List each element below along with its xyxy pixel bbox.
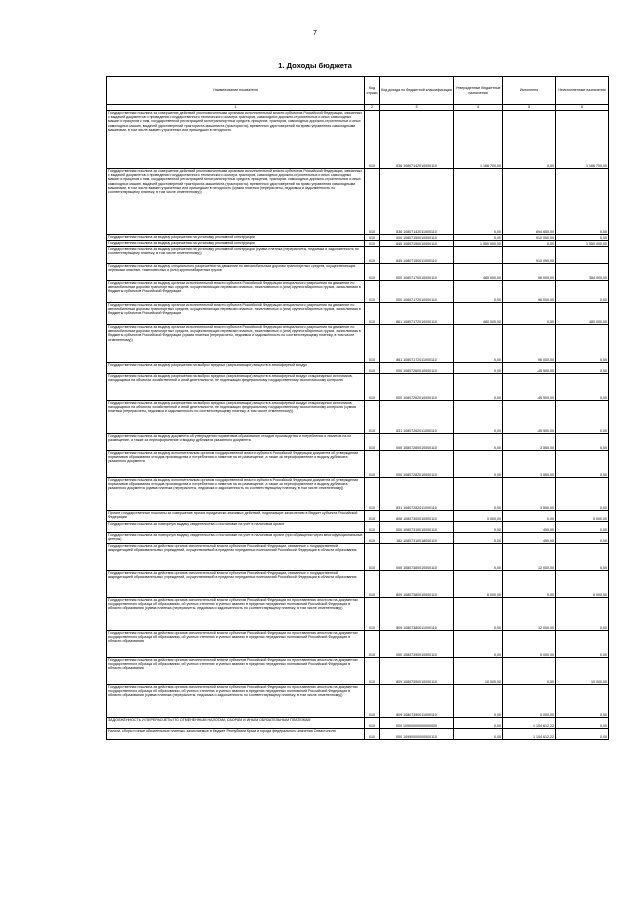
- row-executed-value: 3 550,00: [503, 478, 556, 511]
- row-approved-value: 6 000,00: [454, 571, 503, 598]
- row-approved-value: 0,00: [454, 544, 503, 571]
- table-row: [107, 631, 609, 658]
- row-line-code: 010: [365, 522, 380, 533]
- row-line-code: 010: [365, 363, 380, 374]
- section-title: 1. Доходы бюджета: [278, 61, 352, 70]
- row-budget-code: 000 10807390010000110: [380, 631, 454, 658]
- row-unexecuted-value: 0,00: [556, 235, 609, 241]
- row-unexecuted-value: 0,00: [556, 169, 609, 235]
- row-approved-value: 0,00: [454, 281, 503, 303]
- row-executed-value: 0,00: [503, 111, 556, 169]
- row-approved-value: 0,00: [454, 631, 503, 658]
- row-name-cell: Государственная пошлина за выдачу разрешения на выброс вредных (загрязняющих) веществ в атмосферный воздух стационарных источников, находящихся на объектах хозяйственной и иной деятельности, не подлежащих федеральному государственному экологическому контролю (сумма платежа (перерасчеты, недоимка и задолженность по соответствующему платежу, в том числе отмененному)): [107, 401, 365, 434]
- row-unexecuted-value: 0,00: [556, 598, 609, 631]
- row-budget-code: 809 10807390011000110: [380, 685, 454, 718]
- row-unexecuted-value: 5 000,00: [556, 511, 609, 522]
- row-unexecuted-value: 0,00: [556, 718, 609, 729]
- row-budget-code: 000 10807172010000110: [380, 281, 454, 303]
- row-executed-value: 12 000,00: [503, 598, 556, 631]
- row-approved-value: 1 550 000,00: [454, 241, 503, 247]
- row-name-cell: Государственная пошлина за выдачу органом исполнительной власти субъекта Российской Федерации специального разрешения на движение по автомобильным дорогам транспортных средств, осуществляющих перевозки опасных, тяжеловесных и (или) крупногабаритных грузов, зачисляемая в бюджеты субъектов Российской Федерации: [107, 281, 365, 303]
- row-name-cell: Государственная пошлина за повторную выдачу свидетельства о постановке на учет в налоговом органе: [107, 522, 365, 533]
- table-row: [107, 281, 609, 303]
- row-name-cell: Государственная пошлина за действия органов исполнительной власти субъектов Российской Федерации по проставлению апостиля на документах государственного образца об образовании, об ученых степенях и ученых званиях в пределах переданных полномочий Российской Федерации в области образования: [107, 658, 365, 685]
- row-line-code: 010: [365, 111, 380, 169]
- row-approved-value: [454, 247, 503, 264]
- row-executed-value: 0,00: [503, 241, 556, 247]
- row-name-cell: Государственная пошлина за выдачу разрешения на установку рекламной конструкции (сумма платежа (перерасчеты, недоимка и задолженность по соответствующему платежу, в том числе отмененному)): [107, 247, 365, 264]
- row-budget-code: 000 10807310010000110: [380, 522, 454, 533]
- row-unexecuted-value: [556, 247, 609, 264]
- header-approved: Утвержденные бюджетные назначения: [454, 77, 503, 105]
- table-row: [107, 658, 609, 685]
- row-unexecuted-value: 10 000,00: [556, 658, 609, 685]
- table-row: [107, 533, 609, 544]
- column-number: 2: [365, 105, 380, 111]
- row-approved-value: 0,00: [454, 451, 503, 478]
- row-approved-value: 0,00: [454, 363, 503, 374]
- table-row: [107, 685, 609, 718]
- table-row: [107, 264, 609, 281]
- row-name-cell: Государственная пошлина за действия органов исполнительной власти субъектов Российской Федерации по проставлению апостиля на документах государственного образца об образовании, об ученых степенях и ученых званиях в пределах переданных полномочий Российской Федерации в области образования: [107, 631, 365, 658]
- row-unexecuted-value: 0,00: [556, 544, 609, 571]
- row-budget-code: 809 10807390010000110: [380, 658, 454, 685]
- row-budget-code: 845 10807150011000110: [380, 247, 454, 264]
- row-unexecuted-value: 480 000,00: [556, 303, 609, 325]
- row-budget-code: 809 10807380011000110: [380, 598, 454, 631]
- row-name-cell: Налоги, сборы и иные обязательные платежи, зачисляемые в бюджет Республики Крым и города федерального значения Севастополя: [107, 729, 365, 740]
- row-line-code: 010: [365, 718, 380, 729]
- column-number: 6: [556, 105, 609, 111]
- row-name-cell: Государственная пошлина за выдачу исполнительным органом государственной власти субъекта Российской Федерации документа об утверждении нормативов образования отходов производства и потребления и лимитов на их размещение, а также за переоформление и выдачу дубликата указанного документа (сумма платежа (перерасчеты, недоимка и задолженность по соответствующему платежу, в том числе отмененному)): [107, 478, 365, 511]
- row-name-cell: Государственная пошлина за действия органов исполнительной власти субъектов Российской Федерации по проставлению апостиля на документах государственного образца об образовании, об ученых степенях и ученых званиях в пределах переданных полномочий Российской Федерации в области образования (сумма платежа (перерасчеты, недоимка и задолженность по соответствующему платежу, в том числе отмененному)): [107, 598, 365, 631]
- row-approved-value: 5 000,00: [454, 511, 503, 522]
- row-name-cell: Государственная пошлина за выдачу разрешения на установку рекламной конструкции: [107, 241, 365, 247]
- row-executed-value: 1 104 612,22: [503, 718, 556, 729]
- row-line-code: 010: [365, 478, 380, 511]
- row-name-cell: Государственная пошлина за выдачу органом исполнительной власти субъекта Российской Федерации специального разрешения на движение по автомобильным дорогам транспортных средств, осуществляющих перевозки опасных, тяжеловесных и (или) крупногабаритных грузов, зачисляемая в бюджеты субъектов Российской Федерации (сумма платежа (перерасчеты, недоимка и задолженность по соответствующему платежу, в том числе отмененному)): [107, 325, 365, 363]
- row-executed-value: -45 500,00: [503, 363, 556, 374]
- row-approved-value: 480 000,00: [454, 264, 503, 281]
- row-executed-value: 3 550,00: [503, 451, 556, 478]
- row-line-code: 010: [365, 451, 380, 478]
- row-budget-code: 861 10807172010000110: [380, 303, 454, 325]
- row-name-cell: Государственная пошлина за выдачу специального разрешения на движение по автомобильным дорогам транспортных средств, осуществляющих перевозки опасных, тяжеловесных и (или) крупногабаритных грузов: [107, 264, 365, 281]
- row-unexecuted-value: 0,00: [556, 325, 609, 363]
- header-name: Наименование показателя: [107, 77, 365, 105]
- row-executed-value: 96 000,00: [503, 281, 556, 303]
- table-row: [107, 303, 609, 325]
- row-line-code: 010: [365, 401, 380, 434]
- table-row: [107, 401, 609, 434]
- row-line-code: 010: [365, 631, 380, 658]
- row-executed-value: 450,00: [503, 533, 556, 544]
- row-name-cell: Государственная пошлина за повторную выдачу свидетельства о постановке на учет в налоговом органе (при обращении через многофункциональные центры): [107, 533, 365, 544]
- row-unexecuted-value: 1 550 000,00: [556, 241, 609, 247]
- row-approved-value: 0,00: [454, 533, 503, 544]
- budget-income-table: [106, 76, 609, 740]
- row-budget-code: 831 10807282011000110: [380, 478, 454, 511]
- row-executed-value: -45 500,00: [503, 401, 556, 434]
- row-unexecuted-value: 0,00: [556, 478, 609, 511]
- row-line-code: 010: [365, 374, 380, 401]
- header-row: [107, 77, 609, 105]
- row-line-code: 010: [365, 325, 380, 363]
- column-number: 1: [107, 105, 365, 111]
- row-name-cell: Государственная пошлина за выдачу разрешения на установку рекламной конструкции: [107, 235, 365, 241]
- column-number: 3: [380, 105, 454, 111]
- row-line-code: 010: [365, 434, 380, 451]
- row-budget-code: 182 10807310018000110: [380, 533, 454, 544]
- row-budget-code: 809 10807380010000110: [380, 571, 454, 598]
- row-unexecuted-value: 0,00: [556, 281, 609, 303]
- row-budget-code: 000 10807170010000110: [380, 264, 454, 281]
- table-row: [107, 729, 609, 740]
- row-budget-code: 808 10807300010000110: [380, 511, 454, 522]
- row-approved-value: 480 000,00: [454, 303, 503, 325]
- row-line-code: 010: [365, 571, 380, 598]
- row-name-cell: Государственная пошлина за выдачу органом исполнительной власти субъекта Российской Федерации специального разрешения на движение по автомобильным дорогам транспортных средств, осуществляющих перевозки опасных, тяжеловесных и (или) крупногабаритных грузов, зачисляемая в бюджеты субъектов Российской Федерации: [107, 303, 365, 325]
- row-budget-code: 836 10807142010000110: [380, 111, 454, 169]
- page-number: 7: [313, 30, 317, 37]
- header-unexecuted: Неисполненные назначения: [556, 77, 609, 105]
- row-approved-value: 0,00: [454, 401, 503, 434]
- row-executed-value: 910 050,00: [503, 235, 556, 241]
- row-name-cell: Государственная пошлина за выдачу исполнительным органом государственной власти субъекта Российской Федерации документа об утверждении нормативов образования отходов производства и потребления и лимитов на их размещение, а также за переоформление и выдачу дубликата указанного документа: [107, 451, 365, 478]
- row-unexecuted-value: 0,00: [556, 451, 609, 478]
- row-approved-value: 0,00: [454, 235, 503, 241]
- table-row: [107, 451, 609, 478]
- row-unexecuted-value: 0,00: [556, 729, 609, 740]
- column-number: 5: [503, 105, 556, 111]
- row-executed-value: 96 000,00: [503, 325, 556, 363]
- table-row: [107, 374, 609, 401]
- row-budget-code: 000 10900000000000000: [380, 718, 454, 729]
- row-budget-code: 000 10807280010000110: [380, 434, 454, 451]
- row-name-cell: Государственная пошлина за выдачу документа об утверждении нормативов образования отходов производства и потребления и лимитов на их размещение, а также за переоформление и выдачу дубликата указанного документа: [107, 434, 365, 451]
- row-name-cell: Государственная пошлина за совершение действий уполномоченными органами исполнительной власти субъектов Российской Федерации, связанных с выдачей документов о проведении государственного технического осмотра тракторов, самоходных дорожно-строительных и иных самоходных машин и прицепов к ним, государственной регистрацией мототранспортных средств, прицепов, тракторов, самоходных дорожно-строительных и иных самоходных машин, выдачей удостоверений тракториста-машиниста (тракториста), временных удостоверений на право управления самоходными машинами, в том числе взамен утраченных или пришедших в негодность: [107, 111, 365, 169]
- table-row: [107, 544, 609, 571]
- row-name-cell: Государственная пошлина за действия органов исполнительной власти субъектов Российской Федерации, связанные с государственной аккредитацией образовательных учреждений, осуществляемой в пределах переданных полномочий Российской Федерации в области образования: [107, 571, 365, 598]
- table-row: [107, 571, 609, 598]
- row-executed-value: 0,00: [503, 303, 556, 325]
- row-line-code: 010: [365, 169, 380, 235]
- table-row: [107, 111, 609, 169]
- row-executed-value: 96 000,00: [503, 264, 556, 281]
- row-line-code: 010: [365, 247, 380, 264]
- row-executed-value: 0,00: [503, 571, 556, 598]
- row-line-code: 010: [365, 241, 380, 247]
- table-row: [107, 718, 609, 729]
- row-budget-code: 000 10807380010000110: [380, 544, 454, 571]
- row-executed-value: 12 000,00: [503, 544, 556, 571]
- row-approved-value: 1 166 700,00: [454, 111, 503, 169]
- row-budget-code: 000 10807260010000110: [380, 363, 454, 374]
- table-row: [107, 169, 609, 235]
- row-executed-value: 1 104 612,22: [503, 729, 556, 740]
- row-unexecuted-value: 0,00: [556, 631, 609, 658]
- header-executed: Исполнено: [503, 77, 556, 105]
- row-approved-value: 0,00: [454, 478, 503, 511]
- table-row: [107, 325, 609, 363]
- row-unexecuted-value: 0,00: [556, 434, 609, 451]
- row-unexecuted-value: 0,00: [556, 685, 609, 718]
- row-executed-value: 0,00: [503, 511, 556, 522]
- row-approved-value: 0,00: [454, 325, 503, 363]
- row-budget-code: 000 10807282010000110: [380, 451, 454, 478]
- row-line-code: 010: [365, 685, 380, 718]
- row-budget-code: 831 10807262011000110: [380, 401, 454, 434]
- row-line-code: 010: [365, 281, 380, 303]
- row-approved-value: 0,00: [454, 169, 503, 235]
- row-unexecuted-value: 0,00: [556, 363, 609, 374]
- row-budget-code: 000 10990000000000110: [380, 729, 454, 740]
- table-row: [107, 247, 609, 264]
- row-executed-value: 694 650,00: [503, 169, 556, 235]
- row-budget-code: 836 10807142011000110: [380, 169, 454, 235]
- row-budget-code: 000 10807150010000110: [380, 235, 454, 241]
- row-name-cell: Государственная пошлина за действия органов исполнительной власти субъектов Российской Федерации, связанные с государственной аккредитацией образовательных учреждений, осуществляемой в пределах переданных полномочий Российской Федерации в области образования: [107, 544, 365, 571]
- row-executed-value: -45 500,00: [503, 374, 556, 401]
- row-name-cell: Государственная пошлина за совершение действий уполномоченными органами исполнительной власти субъектов Российской Федерации, связанных с выдачей документов о проведении государственного технического осмотра тракторов, самоходных дорожно-строительных и иных самоходных машин и прицепов к ним, государственной регистрацией мототранспортных средств, прицепов, тракторов, самоходных дорожно-строительных и иных самоходных машин, выдачей удостоверений тракториста-машиниста (тракториста), временных удостоверений на право управления самоходными машинами, в том числе взамен утраченных или пришедших в негодность (сумма платежа (перерасчеты, недоимка и задолженность по соответствующему платежу, в том числе отмененному)): [107, 169, 365, 235]
- row-name-cell: Государственная пошлина за выдачу разрешения на выброс вредных (загрязняющих) веществ в атмосферный воздух стационарных источников, находящихся на объектах хозяйственной и иной деятельности, не подлежащих федеральному государственному экологическому контролю: [107, 374, 365, 401]
- column-number: 4: [454, 105, 503, 111]
- header-code: Код дохода по бюджетной классификации: [380, 77, 454, 105]
- table-row: [107, 522, 609, 533]
- row-line-code: 010: [365, 598, 380, 631]
- header-line: Код строки: [365, 77, 380, 105]
- table-row: [107, 511, 609, 522]
- row-approved-value: 0,00: [454, 729, 503, 740]
- row-line-code: 010: [365, 658, 380, 685]
- row-name-cell: Государственная пошлина за выдачу разрешения на выброс вредных (загрязняющих) веществ в атмосферный воздух: [107, 363, 365, 374]
- row-line-code: 010: [365, 544, 380, 571]
- row-approved-value: 0,00: [454, 718, 503, 729]
- row-line-code: 010: [365, 511, 380, 522]
- row-approved-value: 10 000,00: [454, 658, 503, 685]
- row-unexecuted-value: 6 000,00: [556, 571, 609, 598]
- row-line-code: 010: [365, 264, 380, 281]
- row-unexecuted-value: 0,00: [556, 401, 609, 434]
- row-name-cell: ЗАДОЛЖЕННОСТЬ И ПЕРЕРАСЧЕТЫ ПО ОТМЕНЕННЫМ НАЛОГАМ, СБОРАМ И ИНЫМ ОБЯЗАТЕЛЬНЫМ ПЛАТЕЖАМ: [107, 718, 365, 729]
- row-line-code: 010: [365, 729, 380, 740]
- row-executed-value: 910 050,00: [503, 247, 556, 264]
- row-executed-value: 5 000,00: [503, 631, 556, 658]
- row-executed-value: 450,00: [503, 522, 556, 533]
- row-unexecuted-value: 0,00: [556, 522, 609, 533]
- row-unexecuted-value: 1 166 700,00: [556, 111, 609, 169]
- table-row: [107, 363, 609, 374]
- row-approved-value: 0,00: [454, 685, 503, 718]
- table-row: [107, 478, 609, 511]
- row-line-code: 010: [365, 235, 380, 241]
- row-approved-value: 0,00: [454, 374, 503, 401]
- row-executed-value: 0,00: [503, 658, 556, 685]
- row-approved-value: 0,00: [454, 598, 503, 631]
- row-budget-code: 861 10807172011000110: [380, 325, 454, 363]
- row-name-cell: Прочие государственные пошлины за совершение прочих юридически значимых действий, подлежащие зачислению в бюджет субъекта Российской Федерации: [107, 511, 365, 522]
- row-approved-value: 0,00: [454, 434, 503, 451]
- row-budget-code: 845 10807150010000110: [380, 241, 454, 247]
- row-line-code: 010: [365, 533, 380, 544]
- row-executed-value: 5 000,00: [503, 685, 556, 718]
- table-row: [107, 598, 609, 631]
- row-unexecuted-value: 384 000,00: [556, 264, 609, 281]
- row-unexecuted-value: 0,00: [556, 374, 609, 401]
- row-unexecuted-value: 0,00: [556, 533, 609, 544]
- row-executed-value: 3 550,00: [503, 434, 556, 451]
- row-approved-value: 0,00: [454, 522, 503, 533]
- row-name-cell: Государственная пошлина за действия органов исполнительной власти субъектов Российской Федерации по проставлению апостиля на документах государственного образца об образовании, об ученых степенях и ученых званиях в пределах переданных полномочий Российской Федерации в области образования (сумма платежа (перерасчеты, недоимка и задолженность по соответствующему платежу, в том числе отмененному)): [107, 685, 365, 718]
- row-budget-code: 000 10807262010000110: [380, 374, 454, 401]
- row-line-code: 010: [365, 303, 380, 325]
- table-row: [107, 434, 609, 451]
